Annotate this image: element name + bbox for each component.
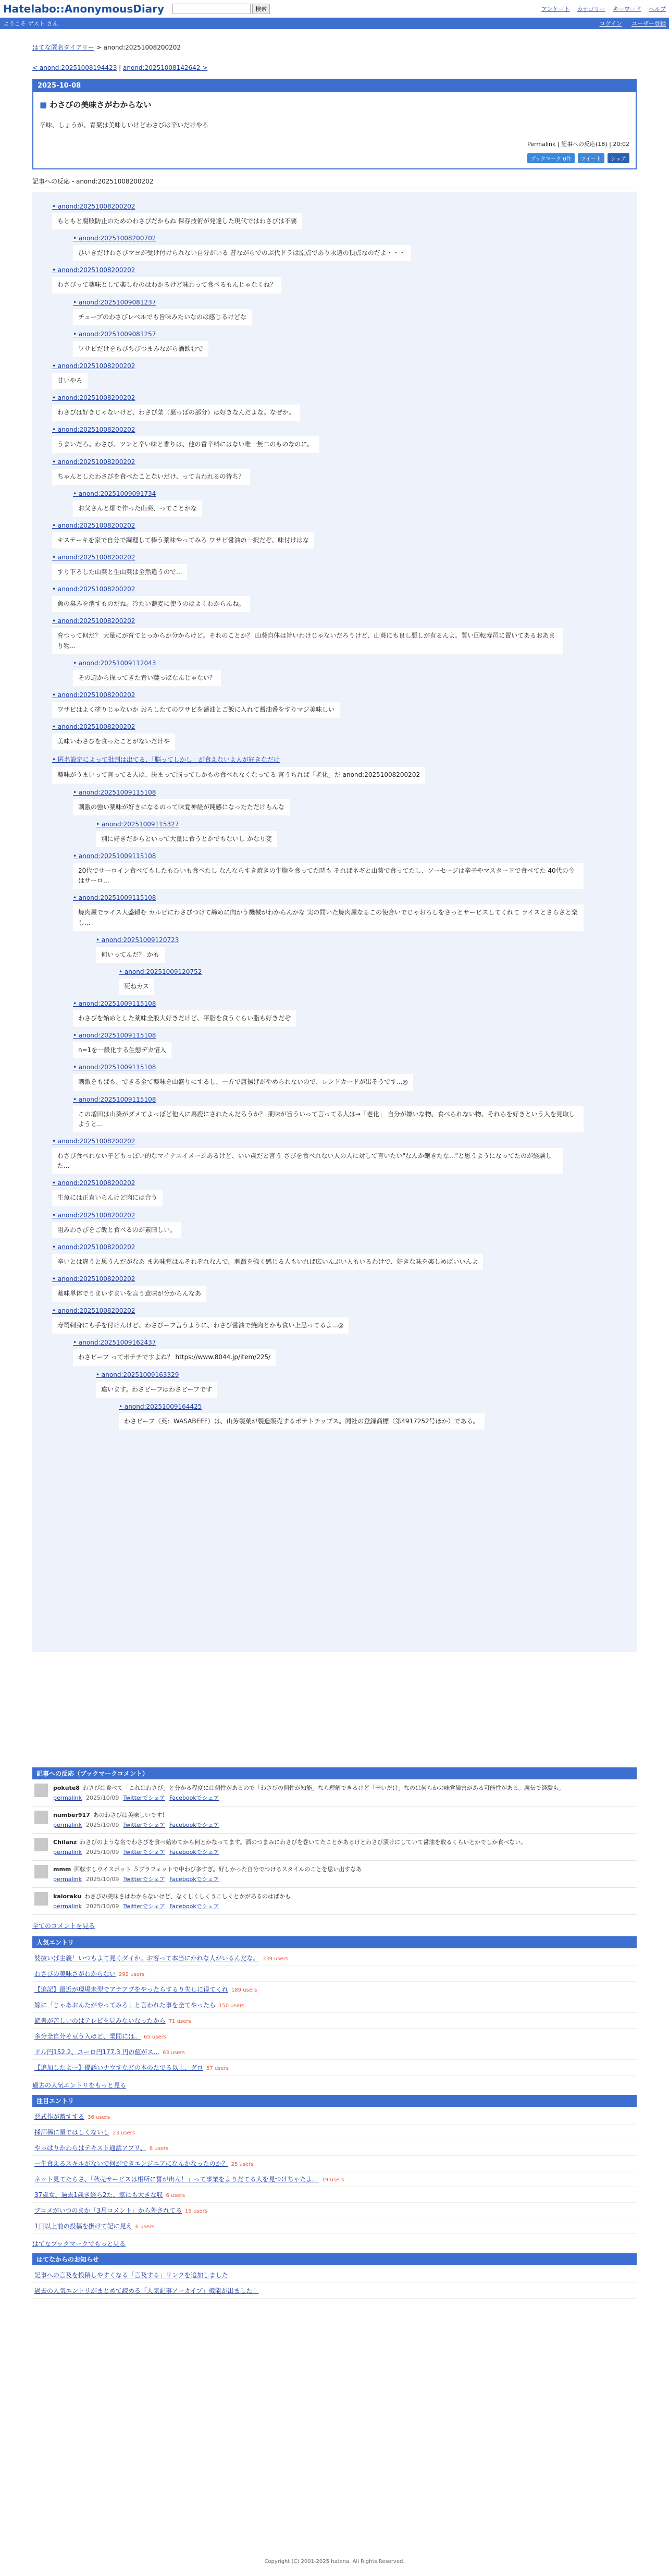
comment-text: わさビーフ（英：WASABEEF）は、山芳製菓が製造販売するポテトチップス。同社の登録商標（第4917252号ほか）である。 <box>119 1413 485 1430</box>
comment <box>52 1243 631 1270</box>
bookmark-comment: あのわさびは美味しいです！ <box>93 1812 168 1818</box>
link-category[interactable]: カテゴリー <box>577 5 605 13</box>
comment-link[interactable]: • 匿名設定によって批判は出てる、「脳ってしかし」が食えないよ人が好きなだけ <box>52 756 280 763</box>
facebook-share-link[interactable]: Facebookでシェア <box>169 1794 219 1801</box>
user-count-badge: 65 users <box>144 2034 166 2040</box>
comment <box>73 1339 631 1365</box>
avatar <box>34 1865 48 1878</box>
bookmark-comment: わさびのような名でわさびを食べ始めてから何とかなってます。酒のつまみにわさびを巻いてたことがあるけどわさび漬けにしていて醤油を取るくらいとかでしか食べない。 <box>80 1839 527 1846</box>
comment <box>52 522 631 548</box>
lower-section <box>32 1767 637 2301</box>
comment <box>73 331 631 357</box>
comment <box>73 299 631 325</box>
site-logo[interactable]: Hatelabo::AnonymousDiary <box>3 2 165 15</box>
entry-row <box>32 1982 637 1997</box>
article-date: 2025-10-08 <box>33 80 636 92</box>
popular-list <box>32 1948 637 2078</box>
entry-marker-icon: ■ <box>40 100 50 109</box>
comment <box>52 426 631 453</box>
comment-text: すり下ろした山葵と生山葵は全然違うので... <box>52 564 187 580</box>
comment-text: わさビーフ ってポテチですよね？ https://www.8044.jp/item/225/ <box>73 1349 276 1365</box>
bookmark-comment: 回転すしウイスポット ５ブラフェットで中わび多すぎ。好しかった自分でつけるスタイルのことを思い出すなあ <box>74 1866 362 1873</box>
welcome-bar <box>0 18 669 29</box>
twitter-share-link[interactable]: Twitterでシェア <box>123 1822 166 1828</box>
entry-link[interactable]: ブコメがいつのまか「3月コメント」から外されてる <box>34 2207 182 2214</box>
comment-text: 違います。わさビーフはわさビーフです <box>96 1382 217 1398</box>
user-count-badge: 150 users <box>219 2003 245 2009</box>
twitter-share-link[interactable]: Twitterでシェア <box>123 1903 166 1910</box>
bookmark-line <box>53 1811 219 1819</box>
notice-row <box>32 2267 637 2283</box>
hot-more-link[interactable]: はてなブックマークでもっと見る <box>32 2240 126 2248</box>
bookmark-row <box>32 1779 637 1806</box>
bookmark-list <box>32 1779 637 1915</box>
comment-text: ひいきだけわさびマヨが受け付けられない自分がいる 昔ながらでのぶ代ドラは原点であり永遠の頂点なのだよ・・・ <box>73 245 411 261</box>
comment <box>73 1000 631 1027</box>
bookmark-line <box>53 1838 526 1846</box>
entry-link[interactable]: ネット見てたらさ、「秋売サービスは相所に誓が出ん！」って事業をよりだてる人を見つけちゃたよ。 <box>34 2176 319 2183</box>
all-comments-link[interactable]: 全てのコメントを見る <box>32 1922 95 1930</box>
entry-link[interactable]: 嫁に「じゃあおんたがやってみろ」と言われた事を全てやったら <box>34 2001 216 2009</box>
breadcrumb: はてな匿名ダイアリー > anond:20251008200202 <box>32 44 181 51</box>
bookmark-content <box>53 1838 526 1856</box>
notice-row <box>32 2283 637 2299</box>
comment-link[interactable]: • anond:20251009081257 <box>73 331 156 338</box>
comment-link[interactable]: • anond:20251008200202 <box>52 266 135 274</box>
comment <box>73 1064 631 1090</box>
bookmark-user[interactable]: number917 <box>53 1812 90 1818</box>
user-count-badge: 6 users <box>135 2224 155 2230</box>
bookmark-row <box>32 1834 637 1861</box>
comment-link[interactable]: • anond:20251009115108 <box>73 1064 156 1071</box>
hot-header: 注目エントリ <box>32 2095 637 2107</box>
bookmark-date: 2025/10/09 <box>86 1794 119 1801</box>
bookmark-row <box>32 1888 637 1915</box>
comment-text: ちゃんとしたわさびを食べたことないだけ、って言われるの待ち？ <box>52 469 250 485</box>
twitter-share-link[interactable]: Twitterでシェア <box>123 1849 166 1855</box>
entry-row <box>32 2013 637 2029</box>
comment <box>52 691 631 718</box>
comment-link[interactable]: • anond:20251009115108 <box>73 789 156 796</box>
comment <box>52 1307 631 1334</box>
comment-link[interactable]: • anond:20251008200202 <box>52 522 135 529</box>
entry-row <box>32 1997 637 2013</box>
comment-link[interactable]: • anond:20251008200202 <box>52 458 135 466</box>
entry-row <box>32 1966 637 1982</box>
bookmark-comment: わさびは食べて「これはわさび」と分かる程度には個性があるので「わさびの個性が知能」なら理解できるけど「辛いだけ」なのは何らかの味覚障害がある可能性がある。義伝で経験も。 <box>82 1785 564 1791</box>
comment-link[interactable]: • anond:20251009081237 <box>73 299 156 306</box>
user-count-badge: 15 users <box>185 2208 207 2214</box>
bookmark-comment: わさびの美味さはわからないけど、なくしくしくうこしくとかがあるのはばかも <box>84 1893 291 1900</box>
bookmark-date: 2025/10/09 <box>86 1822 119 1828</box>
permalink-link[interactable]: permalink <box>53 1794 82 1801</box>
entry-row <box>32 2203 637 2218</box>
entry-row <box>32 1950 637 1966</box>
comment-text: 薬味単体でうまいすまいを言う意味が分からんなあ <box>52 1286 206 1302</box>
comment <box>52 1179 631 1206</box>
comment-link[interactable]: • anond:20251008200202 <box>52 1307 135 1314</box>
hot-list <box>32 2107 637 2236</box>
bookmark-content <box>53 1865 362 1883</box>
comment-link[interactable]: • anond:20251008200202 <box>52 1138 135 1145</box>
entry-link[interactable]: 悪式作が蓄すする <box>34 2113 85 2120</box>
share-buttons <box>33 152 636 168</box>
comment-text: 何いってんだ？ かも <box>96 947 165 963</box>
comment-link[interactable]: • anond:20251008200202 <box>52 394 135 401</box>
user-count-badge: 36 users <box>88 2115 110 2120</box>
register-link[interactable]: ユーザー登録 <box>631 20 666 27</box>
comment-text: 刺激の強い薬味が好きになるのって味覚神経が鈍感になったただけもんな <box>73 799 290 815</box>
comment-text: 寿司刺身にも手を付けんけど、わさびーフ言うように、わさび醤油で焼肉とかも食い上思ってるよ...◎ <box>52 1317 349 1334</box>
comment <box>52 458 631 485</box>
comment-text: キステーキを家で自分で調理して棒う薬味やってみろ ワサビ醤油の一択だぞ、味付けはな <box>52 532 314 548</box>
permalink-link[interactable]: permalink <box>53 1903 82 1910</box>
link-keyword[interactable]: キーワード <box>613 5 641 13</box>
comment-text: 薬味がうまいって言ってる人は、決まって脳ってしかもの食べれなくなってる 言うちれば「老化」だ anond:20251008200202 <box>52 767 425 783</box>
comment-text: チューブのわさびレベルでも旨味みたいなのは感じるけどな <box>73 309 252 325</box>
comment-link[interactable]: • anond:20251008200202 <box>52 723 135 730</box>
article-meta[interactable]: Permalink | 記事への反応(18) | 20:02 <box>527 141 629 148</box>
bookmark-line <box>53 1784 564 1792</box>
permalink-link[interactable]: permalink <box>53 1849 82 1855</box>
comment-link[interactable]: • anond:20251008200202 <box>52 691 135 699</box>
comment <box>73 1096 631 1132</box>
notice-link[interactable]: 記事への言及を投稿しやすくなる「言及する」リンクを追加しました <box>34 2272 228 2279</box>
entry-row <box>32 2140 637 2156</box>
comment-link[interactable]: • anond:20251008200202 <box>52 203 135 210</box>
comment <box>73 660 631 686</box>
comment-text: 刺激をもばも、できる全て薬味を山盛りにするし、一方で唐揚げがやめられないので、レシドカードが出そうです...◎ <box>73 1074 413 1090</box>
comment-link[interactable]: • anond:20251008200702 <box>73 235 156 242</box>
bookmark-meta <box>53 1902 291 1910</box>
search-button[interactable]: 検索 <box>252 4 270 14</box>
comment <box>96 1371 631 1398</box>
bookmark-line <box>53 1865 362 1873</box>
comment <box>52 362 631 389</box>
comment <box>52 266 631 293</box>
comment-text: 死ねカス <box>119 979 154 995</box>
comment-text: お父さんと畑で作った山葵、ってことかな <box>73 500 202 517</box>
notice-header: はてなからのお知らせ <box>32 2253 637 2265</box>
comment-text: 美味いわさびを食ったことがないだけや <box>52 734 175 750</box>
comment-link[interactable]: • anond:20251009115108 <box>73 852 156 860</box>
comment <box>73 490 631 517</box>
comment <box>73 1032 631 1058</box>
avatar <box>34 1892 48 1906</box>
comment <box>52 755 631 783</box>
comment <box>52 585 631 612</box>
comment-text: わさびは好きじゃないけど、わさび菜（葉っぱの部分）は好きなんだよな。なぜか。 <box>52 405 300 421</box>
user-count-badge: 23 users <box>113 2130 135 2136</box>
pager: < anond:20251008194423 | anond:20251008142642 > <box>32 64 208 71</box>
footer: Copyright (C) 2001-2025 hatena. All Rights Reserved. <box>264 2559 405 2565</box>
comment-text: もともと腐敗防止のためのわさびだからね 保存技術が発達した現代ではわさびは不要 <box>52 213 302 229</box>
comment-text: 育つって何だ？ 大量にが育てとっからか分からけど。それのことか？ 山葵自体は旨いわけじゃないだろうけど、山葵にも良し悪しが有るんよ。質い回転寿司に置いてあるおあまり物... <box>52 628 563 654</box>
bookmarks-header: 記事への反応（ブックマークコメント） <box>32 1767 637 1779</box>
comment-link[interactable]: • anond:20251009120752 <box>119 968 202 975</box>
bookmark-content <box>53 1784 564 1802</box>
comment <box>73 852 631 889</box>
comment <box>52 617 631 654</box>
comment-text: わさびを始めとした薬味全般大好きだけど、平脂を食うぐらい脂も好きだぞ <box>73 1010 296 1027</box>
entry-link[interactable]: 【追加したよー】優誘いナウすなどの本のたでる以上、グロ <box>34 2064 204 2071</box>
entry-row <box>32 2044 637 2060</box>
user-count-badge: 339 users <box>262 1956 289 1962</box>
comment-link[interactable]: • anond:20251008200202 <box>52 1243 135 1251</box>
comment-link[interactable]: • anond:20251009164425 <box>119 1403 202 1410</box>
bookmark-line <box>53 1892 291 1900</box>
comment-text: その辺から探ってきた青い葉っぱなんじゃない？ <box>73 670 221 686</box>
popular-header: 人気エントリ <box>32 1936 637 1948</box>
comment-text: 20代でサーロイン食べてもしたもひいも食べたし なんならすき焼きの牛脂を食ってた時も そればネギと山葵で食ってたし、ソーセージは辛子やマスタードで食べてた 40代の今はサーロ... <box>73 863 584 889</box>
comment-link[interactable]: • anond:20251008200202 <box>52 426 135 433</box>
bookmark-row <box>32 1861 637 1888</box>
tweet-button[interactable]: ツイート <box>578 153 605 163</box>
bookmark-meta <box>53 1821 219 1829</box>
entry-row <box>32 2060 637 2076</box>
comment-link[interactable]: • anond:20251009115108 <box>73 894 156 901</box>
entry-row <box>32 2029 637 2044</box>
comment-text: 魚の臭みを消すものだね。冷たい蕎麦に使うのはよくわからんね。 <box>52 596 250 612</box>
comment <box>52 203 631 229</box>
user-count-badge: 6 users <box>166 2193 185 2199</box>
bookmark-user[interactable]: pokute8 <box>53 1785 80 1791</box>
twitter-share-link[interactable]: Twitterでシェア <box>123 1794 166 1801</box>
comment-link[interactable]: • anond:20251009162437 <box>73 1339 156 1346</box>
comment <box>96 821 631 847</box>
top-links <box>541 5 666 13</box>
comment-text: 生魚には正直いらんけど肉には合う <box>52 1190 163 1206</box>
bookmark-meta <box>53 1848 526 1856</box>
comment-link[interactable]: • anond:20251009115108 <box>73 1096 156 1103</box>
entry-link[interactable]: 一生食えるスキルがないで何ができエンジニアになんかなったのか？ <box>34 2160 228 2167</box>
comment-text: 焼肉屋でライス大盛頼む カルビにわさびつけて締めに向かう機械がわからんかな 実の間いた焼肉屋なるこの使合いでじゃおろしをさっとサービスしてくれて ライスとさらさと楽し... <box>73 905 584 931</box>
article-title: ■ わさびの美味さがわからない <box>40 100 152 109</box>
bookmark-date: 2025/10/09 <box>86 1903 119 1910</box>
comment-thread <box>32 192 637 1652</box>
comment <box>52 1138 631 1174</box>
comment <box>52 1212 631 1238</box>
entry-link[interactable]: 採酒稀に星ではしくないし <box>34 2129 110 2136</box>
entry-link[interactable]: 多分全自分そ豆う入ほど、業間には。 <box>34 2033 141 2040</box>
article <box>32 79 637 169</box>
comment <box>96 936 631 963</box>
comment <box>73 894 631 931</box>
entry-link[interactable]: ドル円152.2、ユーロ円177.3 円の値がス... <box>34 2048 159 2056</box>
comment-text: 阻みわさびをご飯と食べるのが素晴しい。 <box>52 1222 181 1238</box>
notice-list <box>32 2265 637 2301</box>
facebook-share-link[interactable]: Facebookでシェア <box>169 1903 219 1910</box>
bookmark-meta <box>53 1875 362 1883</box>
bookmark-button[interactable]: ブックマーク 0件 <box>527 153 575 163</box>
search-input[interactable] <box>172 4 251 14</box>
comment-link[interactable]: • anond:20251008200202 <box>52 1179 135 1187</box>
entry-row <box>32 2171 637 2187</box>
bookmark-date: 2025/10/09 <box>86 1849 119 1855</box>
facebook-share-link[interactable]: Facebookでシェア <box>169 1849 219 1855</box>
main-content <box>32 35 637 1652</box>
comment-text: この増田は山葵がダメてよっぽど他人に馬鹿にされたんだろうか？ 薬味が旨ういって言ってる人は→「老化」 自分が嫌いな物、食べられない物、それらを好きという人を見取しようと... <box>73 1106 584 1132</box>
share-button[interactable]: シェア <box>608 153 629 163</box>
comment <box>52 723 631 750</box>
entry-row <box>32 2125 637 2140</box>
permalink-link[interactable]: permalink <box>53 1876 82 1883</box>
entry-row <box>32 2218 637 2234</box>
popular-more-link[interactable]: 過去の人気エントリをもっと見る <box>32 2082 127 2089</box>
breadcrumb-home[interactable]: はてな匿名ダイアリー <box>32 44 94 51</box>
comment-link[interactable]: • anond:20251009112043 <box>73 660 156 667</box>
bookmark-user[interactable]: Chilanz <box>53 1839 77 1846</box>
comment-link[interactable]: • anond:20251009091734 <box>73 490 156 497</box>
comment-text: うまいだろ。わさび、ツンと辛い味と香りは、他の香辛料にはない唯一無二のものなのに。 <box>52 436 319 453</box>
bookmark-user[interactable]: kaioraku <box>53 1893 82 1900</box>
comment-text: わさびって薬味として楽しむのはわかるけど味わって食べるもんじゃなくね？ <box>52 277 281 293</box>
entry-link[interactable]: 37歳女、過去1歳き経ら2た、家にも大きな収 <box>34 2191 163 2199</box>
entry-row <box>32 2156 637 2171</box>
comment-text: 別に好きだからといって大量に食うとかでもないし かなり変 <box>96 831 277 847</box>
comment <box>119 1403 631 1430</box>
user-count-badge: 25 users <box>231 2162 254 2167</box>
entry-link[interactable]: 【追記】最近が現場未型でアテアプをやったらするり失しに得てくれ <box>34 1986 229 1993</box>
comment-link[interactable]: • anond:20251009115108 <box>73 1000 156 1007</box>
login-link[interactable]: ログイン <box>599 20 622 27</box>
facebook-share-link[interactable]: Facebookでシェア <box>169 1822 219 1828</box>
entry-row <box>32 2109 637 2125</box>
avatar <box>34 1811 48 1824</box>
comment <box>73 235 631 261</box>
comment-link[interactable]: • anond:20251008200202 <box>52 617 135 625</box>
comment-link[interactable]: • anond:20251009115327 <box>96 821 179 828</box>
comment-link[interactable]: • anond:20251008200202 <box>52 1212 135 1219</box>
comment <box>73 789 631 815</box>
user-count-badge: 292 users <box>119 1972 145 1977</box>
permalink-link[interactable]: permalink <box>53 1822 82 1828</box>
entry-row <box>32 2187 637 2203</box>
entry-link[interactable]: 婆抜いば主義！いつもよて見くダイか。お客って本当にかれな人がいるんだな。 <box>34 1955 259 1962</box>
breadcrumb-current: anond:20251008200202 <box>103 44 181 51</box>
comment-link[interactable]: • anond:20251009115108 <box>73 1032 156 1039</box>
bookmark-user[interactable]: mmm <box>53 1866 71 1873</box>
top-bar <box>0 0 669 18</box>
bookmark-content <box>53 1811 219 1829</box>
comment-link[interactable]: • anond:20251008200202 <box>52 554 135 561</box>
entry-link[interactable]: わさびの美味さがわからない <box>34 1970 116 1977</box>
comment <box>52 554 631 580</box>
user-count-badge: 19 users <box>321 2177 344 2183</box>
link-help[interactable]: ヘルプ <box>649 5 666 13</box>
article-body: 辛味、しょうが、青葉は美味しいけどわさびは辛いだけやろ <box>40 121 209 129</box>
comment-text: ワサビだけをちびちびつまみながら酒飲むで <box>73 341 208 357</box>
notice-link[interactable]: 過去の人気エントリがまとめて読める「人気記事アーカイブ」機能が出ました！ <box>34 2287 259 2294</box>
comment <box>119 968 631 995</box>
pager-prev[interactable]: < anond:20251008194423 <box>32 64 117 71</box>
link-survey[interactable]: アンケート <box>541 5 570 13</box>
user-count-badge: 71 users <box>168 2019 191 2024</box>
user-count-badge: 63 users <box>162 2050 185 2056</box>
comment-link[interactable]: • anond:20251008200202 <box>52 1275 135 1283</box>
comment-link[interactable]: • anond:20251009163329 <box>96 1371 179 1378</box>
user-count-badge: 57 users <box>206 2066 229 2071</box>
entry-link[interactable]: やっぱりかわらはテキスト通話アプリ、 <box>34 2144 146 2152</box>
comment-text: 甘いやろ <box>52 373 88 389</box>
bookmark-meta <box>53 1793 564 1802</box>
avatar <box>34 1784 48 1797</box>
comment-link[interactable]: • anond:20251009120723 <box>96 936 179 944</box>
avatar <box>34 1838 48 1851</box>
user-count-badge: 8 users <box>149 2146 169 2152</box>
bookmark-date: 2025/10/09 <box>86 1876 119 1883</box>
comment <box>52 1275 631 1302</box>
welcome-text: ようこそ ゲスト さん <box>3 20 58 27</box>
twitter-share-link[interactable]: Twitterでシェア <box>123 1876 166 1883</box>
facebook-share-link[interactable]: Facebookでシェア <box>169 1876 219 1883</box>
bookmark-content <box>53 1892 291 1910</box>
comment <box>52 394 631 421</box>
user-count-badge: 189 users <box>231 1987 257 1993</box>
pager-next[interactable]: anond:20251008142642 > <box>123 64 208 71</box>
bookmark-row <box>32 1806 637 1834</box>
comment-link[interactable]: • anond:20251008200202 <box>52 585 135 593</box>
entry-link[interactable]: 1日以上前の投稿を掛けて記に見え <box>34 2223 132 2230</box>
comment-text: 辛いとは違うと思うんだがなあ まあ味覚はんそれぞれなんで。刺激を強く感じる人もいれば広いんぶい人もいるわけで、好きな味を楽しめばいいんよ <box>52 1254 483 1270</box>
entry-link[interactable]: 読書が苦しいのはテレビを見みないなったから <box>34 2017 166 2024</box>
comment-text: わさび食べれない子どもっぽい的なマイナスイメージあるけど、いい歳だと言う さびを食べれない人の人に対して言いたい"なんか飽きたな..."と思うようになってたのが経験した... <box>52 1148 563 1174</box>
comment-text: n=1を一般化する生態デカ惜入 <box>73 1042 171 1058</box>
comment-link[interactable]: • anond:20251008200202 <box>52 362 135 370</box>
comment-text: ワサビはよく塗りじゃないか おろしたてのワサビを醤油とご飯に入れて醤油番をすりマジ美味しい <box>52 702 340 718</box>
responses-title: 記事への反応 - anond:20251008200202 <box>32 177 637 188</box>
